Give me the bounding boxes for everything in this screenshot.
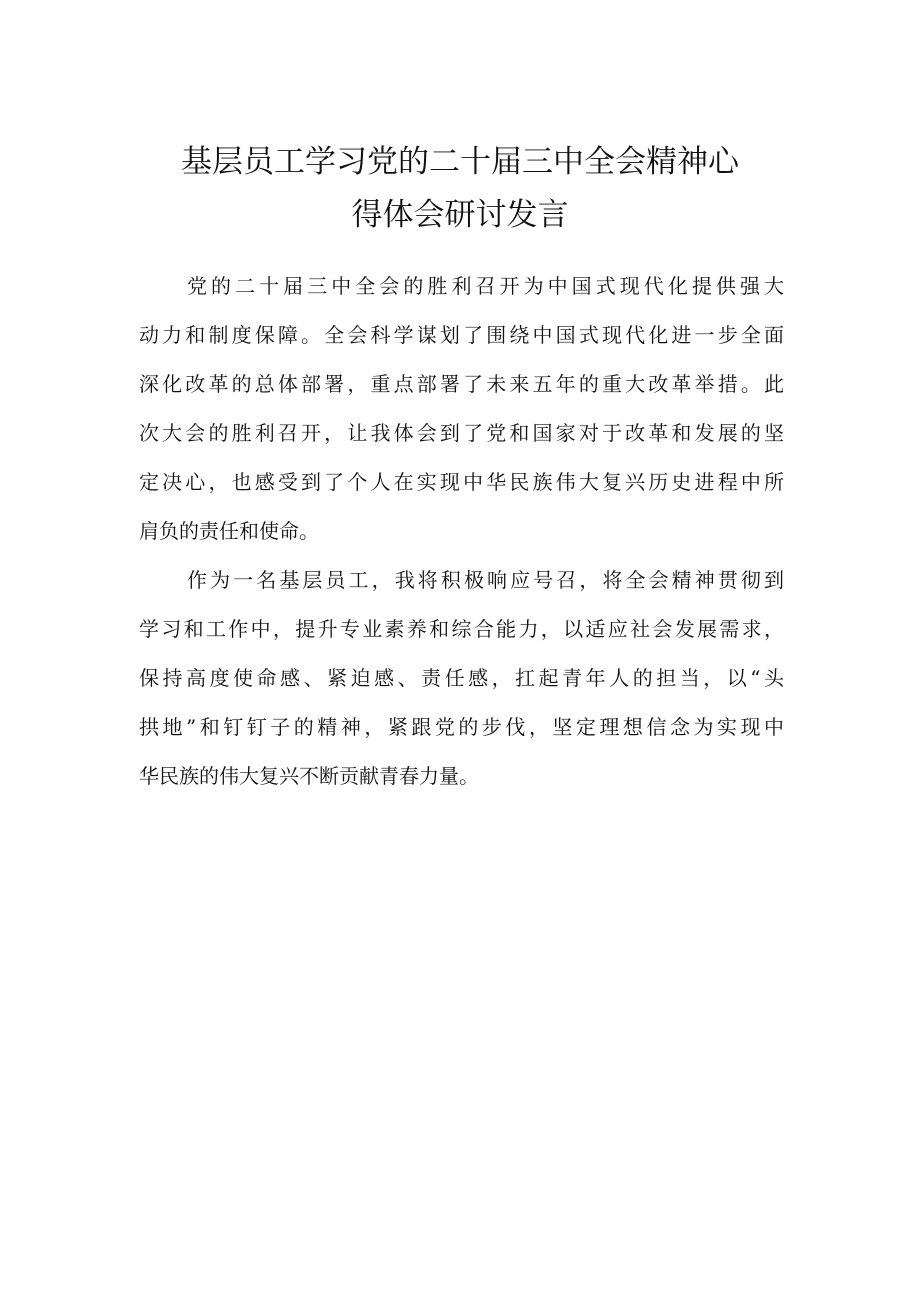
paragraph-1-line-5: 定决心，也感受到了个人在实现中华民族伟大复兴历史进程中所 xyxy=(139,470,784,494)
paragraph-1-line-1: 党的二十届三中全会的胜利召开为中国式现代化提供强大 xyxy=(187,274,784,298)
document-title-line-2: 得体会研讨发言 xyxy=(351,197,569,233)
paragraph-2-line-3: 保持高度使命感、紧迫感、责任感，扛起青年人的担当，以“头 xyxy=(139,666,784,690)
paragraph-1-line-6: 肩负的责任和使命。 xyxy=(139,519,319,543)
paragraph-2-line-1: 作为一名基层员工，我将积极响应号召，将全会精神贯彻到 xyxy=(187,568,784,592)
paragraph-1-line-4: 次大会的胜利召开，让我体会到了党和国家对于改革和发展的坚 xyxy=(139,421,784,445)
paragraph-2-line-2: 学习和工作中，提升专业素养和综合能力，以适应社会发展需求， xyxy=(139,617,784,641)
paragraph-2-line-5: 华民族的伟大复兴不断贡献青春力量。 xyxy=(139,764,479,788)
document-title-line-1: 基层员工学习党的二十届三中全会精神心 xyxy=(181,144,739,180)
paragraph-1-line-2: 动力和制度保障。全会科学谋划了围绕中国式现代化进一步全面 xyxy=(139,323,784,347)
paragraph-2-line-4: 拱地”和钉钉子的精神，紧跟党的步伐，坚定理想信念为实现中 xyxy=(139,715,784,739)
paragraph-1-line-3: 深化改革的总体部署，重点部署了未来五年的重大改革举措。此 xyxy=(139,372,784,396)
